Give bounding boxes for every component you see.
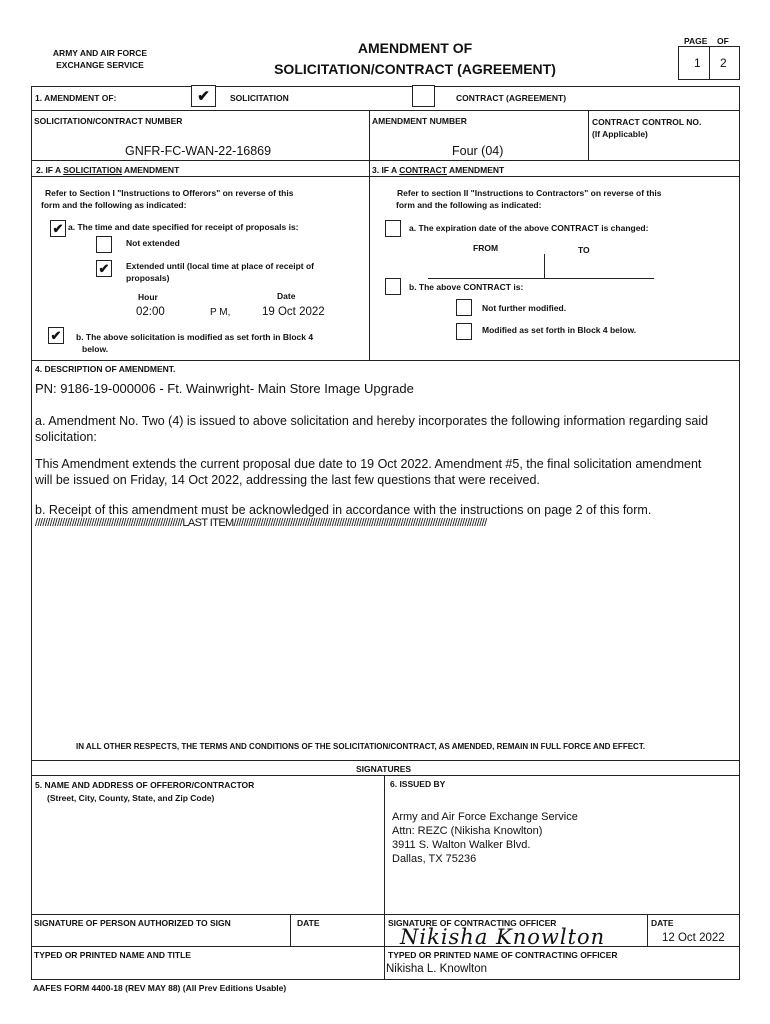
to-label: TO	[578, 245, 590, 255]
block2-title-underlined: SOLICITATION	[63, 165, 122, 175]
block2a-checkbox[interactable]: ✔	[50, 220, 66, 237]
block3-title-prefix: 3. IF A	[372, 165, 400, 175]
extended-until-line-1: Extended until (local time at place of receipt of	[126, 261, 314, 271]
block2-refer-line-1: Refer to Section I "Instructions to Offerors" on reverse of this	[45, 188, 294, 198]
block2-title-rule	[31, 176, 740, 177]
signatures-center-divider	[384, 775, 385, 979]
block2-title-suffix: AMENDMENT	[121, 165, 180, 175]
block6-label: 6. ISSUED BY	[390, 779, 446, 789]
block3-refer	[388, 187, 662, 211]
date-label: Date	[277, 291, 296, 301]
paragraph-a-line-1: a. Amendment No. Two (4) is issued to above solicitation and hereby incorporates the following information regarding said	[35, 414, 709, 428]
block2-title-prefix: 2. IF A	[36, 165, 64, 175]
sig-date-divider-left	[290, 914, 291, 946]
typed-officer-name: Nikisha L. Knowlton	[386, 963, 487, 975]
officer-date-label: DATE	[651, 918, 674, 928]
block3b-checkbox[interactable]	[385, 278, 401, 295]
full-force-note: IN ALL OTHER RESPECTS, THE TERMS AND CONDITIONS OF THE SOLICITATION/CONTRACT, AS AMENDED, REMAIN IN FULL FORCE AND EFFECT.	[76, 742, 646, 751]
issuer-line-4: Dallas, TX 75236	[392, 853, 477, 865]
not-modified-label: Not further modified.	[482, 303, 567, 313]
extended-until-checkbox[interactable]: ✔	[96, 260, 112, 277]
typed-name-label: TYPED OR PRINTED NAME AND TITLE	[34, 950, 191, 960]
sig-officer-label: SIGNATURE OF CONTRACTING OFFICER	[388, 918, 557, 928]
form-title	[240, 38, 590, 80]
extended-until-label	[126, 260, 314, 284]
block5-label	[35, 779, 254, 805]
last-item-line: ////////////////////////////////////////////////////////////LAST ITEM///////////////////////////////////////////////////////////////////////////////////////////////////////	[35, 517, 487, 529]
block2b-checkbox[interactable]: ✔	[48, 327, 64, 344]
block1-bottom-rule	[31, 110, 740, 111]
contract-checkbox[interactable]	[412, 85, 435, 107]
solicitation-label: SOLICITATION	[230, 93, 289, 103]
agency-name	[40, 47, 160, 71]
typed-officer-label: TYPED OR PRINTED NAME OF CONTRACTING OFFICER	[388, 950, 618, 960]
block2-refer-line-2: form and the following as indicated:	[41, 200, 187, 210]
sol-contract-number: GNFR-FC-WAN-22-16869	[125, 144, 272, 158]
form-identifier: AAFES FORM 4400-18 (REV MAY 88) (All Prev Editions Usable)	[33, 983, 287, 993]
solicitation-checkbox[interactable]: ✔	[191, 85, 216, 107]
numbers-bottom-rule	[31, 160, 740, 161]
block4-bottom-rule	[31, 760, 740, 761]
block3-title-underlined: CONTRACT	[399, 165, 447, 175]
block1-label: 1. AMENDMENT OF:	[35, 93, 117, 103]
form-left-border	[31, 86, 32, 979]
numbers-divider-2	[588, 110, 589, 160]
block3-title	[372, 165, 504, 175]
block5-sub: (Street, City, County, State, and Zip Code)	[47, 793, 215, 803]
ampm-value: P M,	[210, 307, 231, 318]
block3-refer-line-2: form and the following as indicated:	[396, 200, 542, 210]
not-extended-label: Not extended	[126, 238, 180, 248]
page-label: PAGE	[684, 36, 708, 46]
block3a-label: a. The expiration date of the above CONTRACT is changed:	[409, 223, 649, 233]
page-box-divider	[709, 46, 710, 80]
paragraph-extension	[35, 456, 735, 488]
signatures-heading-rule	[31, 775, 740, 776]
block23-bottom-rule	[31, 360, 740, 361]
page-total: 2	[720, 56, 727, 70]
sig-person-label: SIGNATURE OF PERSON AUTHORIZED TO SIGN	[34, 918, 231, 928]
form-title-line-2: SOLICITATION/CONTRACT (AGREEMENT)	[274, 61, 556, 77]
officer-date: 12 Oct 2022	[662, 932, 725, 944]
contract-agreement-label: CONTRACT (AGREEMENT)	[456, 93, 567, 103]
block2-title	[36, 165, 179, 175]
block3-title-suffix: AMENDMENT	[446, 165, 505, 175]
hour-value: 02:00	[136, 306, 165, 318]
page-number: 1	[694, 56, 701, 70]
signature-row-top-rule	[31, 914, 740, 915]
control-number-sub: (If Applicable)	[592, 129, 648, 139]
of-label: OF	[717, 36, 729, 46]
issuer-line-1: Army and Air Force Exchange Service	[392, 811, 578, 823]
block5-title: 5. NAME AND ADDRESS OF OFFEROR/CONTRACTOR	[35, 780, 255, 790]
project-number: PN: 9186-19-000006 - Ft. Wainwright- Main Store Image Upgrade	[35, 381, 414, 396]
signature-row-bottom-rule	[31, 946, 740, 947]
sig-date-divider-right	[647, 914, 648, 946]
block3-refer-line-1: Refer to section II "Instructions to Contractors" on reverse of this	[397, 188, 662, 198]
from-label: FROM	[473, 243, 499, 253]
numbers-divider-1	[369, 110, 370, 360]
form-title-line-1: AMENDMENT OF	[357, 40, 473, 56]
issuer-line-2: Attn: REZC (Nikisha Knowlton)	[392, 825, 543, 837]
header-bottom-rule	[31, 86, 740, 87]
paragraph-b: b. Receipt of this amendment must be acknowledged in accordance with the instructions on page 2 of this form.	[35, 503, 652, 517]
hour-label: Hour	[138, 292, 158, 302]
form-right-border	[739, 86, 740, 979]
block2b-line-2: below.	[82, 344, 109, 354]
date-value: 19 Oct 2022	[262, 306, 325, 318]
control-number-title: CONTRACT CONTROL NO.	[592, 117, 702, 127]
agency-line-2: EXCHANGE SERVICE	[56, 60, 144, 70]
block2a-label: a. The time and date specified for receipt of proposals is:	[68, 222, 299, 232]
block4-title: 4. DESCRIPTION OF AMENDMENT.	[35, 364, 176, 374]
paragraph-a-line-2: solicitation:	[35, 430, 97, 444]
extended-until-line-2: proposals)	[126, 273, 170, 283]
paragraph-a	[35, 413, 735, 445]
issuer-line-3: 3911 S. Walton Walker Blvd.	[392, 839, 531, 851]
agency-line-1: ARMY AND AIR FORCE	[52, 48, 148, 58]
amendment-number: Four (04)	[452, 144, 504, 158]
modified-checkbox[interactable]	[456, 323, 472, 340]
sol-contract-number-label: SOLICITATION/CONTRACT NUMBER	[34, 116, 183, 126]
signatures-heading: SIGNATURES	[356, 764, 412, 774]
paragraph-extension-line-1: This Amendment extends the current proposal due date to 19 Oct 2022. Amendment #5, the final solicitation amendment	[35, 457, 702, 471]
block2b-label	[76, 331, 313, 355]
sig-date-label: DATE	[297, 918, 320, 928]
issuer-address	[392, 810, 578, 866]
control-number-label	[592, 116, 701, 140]
block3a-checkbox[interactable]	[385, 220, 401, 237]
amendment-number-label: AMENDMENT NUMBER	[372, 116, 467, 126]
form-bottom-rule	[31, 979, 740, 980]
from-to-underline	[428, 278, 654, 279]
modified-label: Modified as set forth in Block 4 below.	[482, 325, 637, 335]
from-to-divider	[544, 254, 545, 278]
officer-signature: Nikisha Knowlton	[400, 925, 606, 949]
paragraph-extension-line-2: will be issued on Friday, 14 Oct 2022, addressing the last few questions that were received.	[35, 473, 540, 487]
block3b-label: b. The above CONTRACT is:	[409, 282, 524, 292]
block2-refer	[41, 187, 293, 211]
block2b-line-1: b. The above solicitation is modified as set forth in Block 4	[76, 332, 314, 342]
not-extended-checkbox[interactable]	[96, 236, 112, 253]
not-modified-checkbox[interactable]	[456, 299, 472, 316]
